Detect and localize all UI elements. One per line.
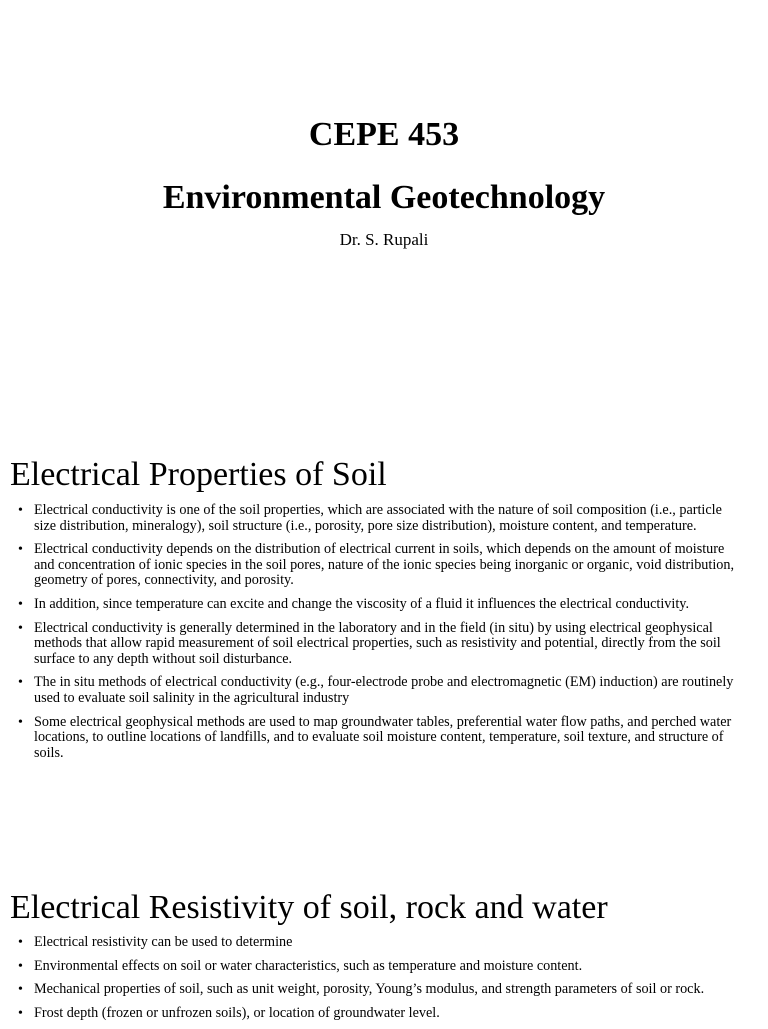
bullet-text: Mechanical properties of soil, such as unit weight, porosity, Young’s modulus, and strength parameters of soil or rock. [34, 981, 705, 998]
bullet-icon: • [18, 982, 23, 998]
bullet-text: Electrical conductivity is one of the soil properties, which are associated with the nature of soil composition (i.e., particle size distribution, mineralogy), soil structure (i.e., porosity, pore size distribution), moisture content, and temperature. [34, 502, 722, 534]
bullet-icon: • [18, 1005, 23, 1021]
bullet-item [16, 503, 746, 534]
bullet-item [16, 959, 746, 975]
bullet-list [16, 935, 746, 1029]
bullet-item [16, 935, 746, 951]
bullet-item [16, 675, 746, 706]
bullet-icon: • [18, 596, 23, 612]
bullet-text: In addition, since temperature can excite and change the viscosity of a fluid it influences the electrical conductivity. [34, 595, 690, 612]
bullet-icon: • [18, 935, 23, 950]
bullet-item [16, 982, 746, 998]
bullet-text: Some electrical geophysical methods are used to map groundwater tables, preferential water flow paths, and perched water locations, to outline locations of landfills, and to evaluate soil moisture content, temperature, soil texture, and structure of soils. [34, 713, 732, 761]
bullet-text: Frost depth (frozen or unfrozen soils), or location of groundwater level. [34, 1004, 440, 1021]
bullet-list [16, 503, 746, 769]
bullet-icon: • [18, 620, 23, 636]
bullet-icon: • [18, 503, 23, 518]
bullet-text: Electrical conductivity is generally determined in the laboratory and in the field (in situ) by using electrical geophysical methods that allow rapid measurement of soil electrical properties, such as resistivity and potential, directly from the soil surface to any depth without soil disturbance. [34, 619, 721, 667]
bullet-item [16, 621, 746, 668]
bullet-icon: • [18, 958, 23, 974]
bullet-text: The in situ methods of electrical conductivity (e.g., four-electrode probe and electromagnetic (EM) induction) are routinely used to evaluate soil salinity in the agricultural industry [34, 674, 734, 706]
bullet-text: Environmental effects on soil or water characteristics, such as temperature and moisture content. [34, 957, 583, 974]
slide-title: Electrical Properties of Soil [10, 456, 387, 493]
bullet-text: Electrical resistivity can be used to determine [34, 934, 293, 950]
bullet-icon: • [18, 675, 23, 691]
bullet-text: Electrical conductivity depends on the distribution of electrical current in soils, which depends on the amount of moisture and concentration of ionic species in the soil pores, nature of the ionic species being inorganic or organic, void distribution, geometry of pores, connectivity, and porosity. [34, 541, 735, 589]
course-name: Environmental Geotechnology [162, 179, 606, 216]
bullet-icon: • [18, 714, 23, 730]
bullet-icon: • [18, 542, 23, 558]
bullet-item [16, 597, 746, 613]
slide-title: Electrical Resistivity of soil, rock and water [10, 889, 608, 926]
bullet-item [16, 1006, 746, 1022]
bullet-item [16, 715, 746, 762]
bullet-item [16, 542, 746, 589]
author-name: Dr. S. Rupali [339, 230, 429, 249]
course-code: CEPE 453 [308, 116, 460, 153]
title-slide [0, 0, 768, 430]
